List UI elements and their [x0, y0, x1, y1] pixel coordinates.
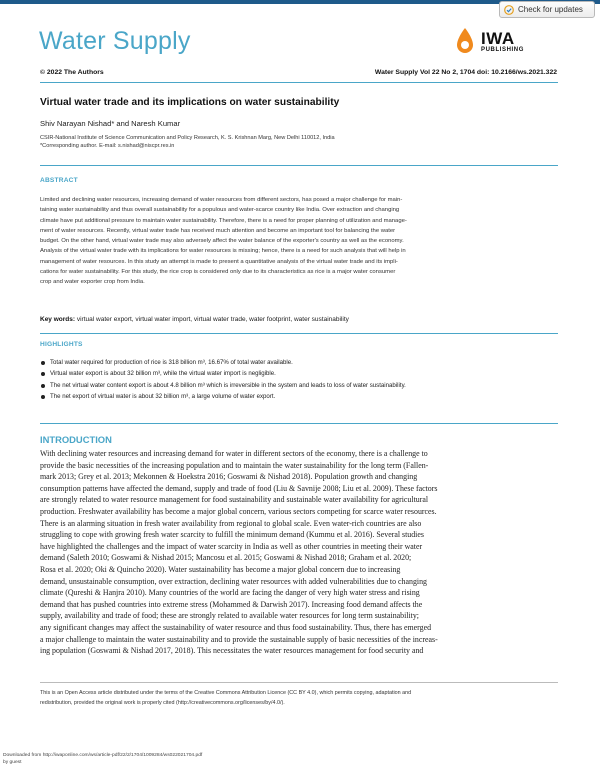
intro-line: provide the basic necessities of the increasing population and to maintain the water sustainability for the long term (Fallen-	[40, 460, 429, 470]
publisher-subtitle: PUBLISHING	[481, 47, 525, 53]
intro-line: ing population (Goswami & Nishad 2017, 2018). This necessitates the water resources management for food security and	[40, 646, 424, 656]
iwa-droplet-icon	[455, 26, 475, 56]
introduction-divider	[40, 423, 558, 424]
license-line: This is an Open Access article distributed under the terms of the Creative Commons Attribution Licence (CC BY 4.0), which permits copying, adaptation and	[40, 690, 412, 696]
abstract-body	[40, 195, 558, 288]
highlight-text: Total water required for production of rice is 318 billion m³, 16.67% of total water available.	[50, 359, 293, 366]
intro-line: demand (Saleth 2010; Goswami & Nishad 2015; Mancosu et al. 2015; Goswami & Nishad 2018; Graham et al. 2020;	[40, 553, 412, 563]
intro-line: struggling to cope with growing fresh water scarcity to fulfill the minimum demand (Kummu et al. 2016). Several studies	[40, 530, 424, 540]
keywords-label: Key words:	[40, 316, 76, 323]
introduction-heading: INTRODUCTION	[40, 434, 112, 445]
intro-line: have highlighted the challenges and the impact of water scarcity in India as well as other countries in meeting their water	[40, 541, 423, 551]
keywords-text: virtual water export, virtual water import, virtual water trade, water footprint, water sustainability	[76, 316, 349, 323]
bullet-icon	[41, 384, 45, 388]
list-item	[40, 380, 406, 391]
abstract-heading: ABSTRACT	[40, 177, 78, 184]
abstract-line: management of water resources. In this study an attempt is made to present a quantitative analysis of the virtual water trade and its impli-	[40, 258, 398, 265]
highlight-text: The net virtual water content export is about 4.8 billion m³ which is irreversible in the system and leads to loss of water sustainability.	[50, 381, 406, 389]
license-line: redistribution, provided the original work is properly cited (http://creativecommons.org/licenses/by/4.0/).	[40, 700, 285, 707]
intro-line: mark 2013; Grey et al. 2013; Mekonnen & Hoekstra 2016; Goswami & Nishad 2018). Population growth and changing	[40, 472, 418, 482]
abstract-line: climate have put additional pressure to maintain water sustainability. Therefore, there is a need for proper planning of utilization and manage-	[40, 217, 407, 224]
article-title: Virtual water trade and its implications on water sustainability	[40, 97, 340, 108]
bullet-icon	[41, 395, 45, 399]
abstract-line: Limited and declining water resources, increasing demand of water resources from different sectors, has posed a major challenge for main-	[40, 197, 403, 203]
download-watermark	[3, 752, 202, 766]
abstract-line: cations for water sustainability. For this study, the rice crop is considered only due to its characteristics as rice is a major water consumer	[40, 269, 396, 276]
abstract-line: Analysis of the virtual water trade with its implications for water resources is missing; hence, there is a need for such analysis that will help in	[40, 248, 406, 255]
intro-line: demand that has pushed countries into extreme stress (Mohammed & Darwish 2017). Increasing food demand affects the	[40, 599, 423, 609]
highlights-list	[40, 357, 406, 402]
license-note	[40, 688, 411, 709]
abstract-divider	[40, 165, 558, 166]
intro-line: consumption patterns have affected the demand, supply and trade of food (Liu & Savnije 2008; Liu et al. 2009). These factors	[40, 483, 438, 493]
intro-line: any significant changes may affect the sustainability of water resource and thus food sustainability. Thus, there has emerged	[40, 622, 432, 632]
intro-line: are strongly related to water resource management for food sustainability and sustainable water availability for agricultural	[40, 495, 429, 505]
check-for-updates-button[interactable]	[499, 1, 595, 18]
copyright: © 2022 The Authors	[40, 69, 104, 76]
highlight-text: Virtual water export is about 32 billion m³, while the virtual water import is negligible.	[50, 370, 276, 378]
header-divider	[40, 82, 558, 83]
intro-line: Rosa et al. 2020; Oki & Quincho 2020). Water sustainability has become a major global concern due to increasing	[40, 564, 401, 574]
introduction-body	[40, 448, 560, 657]
check-updates-label: Check for updates	[518, 5, 583, 14]
publisher-logo	[455, 24, 555, 60]
highlights-heading: HIGHLIGHTS	[40, 341, 83, 348]
abstract-line: crop and water exporter crop from India.	[40, 279, 145, 286]
intro-line: supply, availability and trade of food; these are strongly related to available water resources for long term sustainability;	[40, 611, 419, 621]
intro-line: With declining water resources and increasing demand for water in different sectors of the economy, there is a challenge to	[40, 449, 428, 458]
download-line: Downloaded from http://iwaponline.com/ws/article-pdf/22/2/1704/1009284/ws022021704.pdf	[3, 753, 203, 758]
download-line: by guest	[3, 760, 22, 765]
list-item	[40, 357, 406, 368]
journal-name: Water Supply	[39, 27, 191, 55]
bullet-icon	[41, 361, 45, 365]
abstract-line: taining water sustainability and thus overall sustainability for a populous and water-scarce country like India. Over extraction and changing	[40, 207, 400, 214]
intro-line: demand, unsustainable consumption, over extraction, declining water resources with added vulnerabilities due to changing	[40, 576, 427, 586]
list-item	[40, 391, 406, 402]
abstract-line: ment of water resources. Recently, virtual water trade has received much attention and become an important tool for balancing the water	[40, 227, 396, 234]
abstract-line: budget. On the other hand, virtual water trade may also adversely affect the water balance of the exporter's country as well as the economy.	[40, 238, 404, 245]
intro-line: climate (Qureshi & Hanjra 2010). Many countries of the world are facing the danger of very high water stress and rising	[40, 588, 420, 598]
citation: Water Supply Vol 22 No 2, 1704 doi: 10.2166/ws.2021.322	[374, 69, 557, 76]
intro-line: There is an alarming situation in fresh water availability from regional to global scale. Even water-rich countries are also	[40, 518, 422, 528]
corresponding-author: *Corresponding author. E-mail: s.nishad@niscpr.res.in	[40, 143, 175, 149]
keywords	[40, 316, 349, 323]
bullet-icon	[41, 372, 45, 376]
list-item	[40, 368, 406, 379]
affiliation: CSIR-National Institute of Science Communication and Policy Research, K. S. Krishnan Marg, New Delhi 110012, India	[40, 135, 335, 141]
footer-divider	[40, 682, 558, 683]
intro-line: production. Freshwater availability has become a major global concern, various sectors competing for scarce water resources.	[40, 506, 437, 516]
intro-line: a major challenge to maintain the water sustainability and to provide the sustainable supply of basic necessities of the increas-	[40, 634, 438, 644]
highlight-text: The net export of virtual water is about 32 billion m³, a large volume of water export.	[50, 392, 276, 400]
publisher-name: IWA	[481, 29, 515, 48]
check-updates-icon	[504, 5, 514, 15]
authors: Shiv Narayan Nishad* and Naresh Kumar	[40, 119, 181, 128]
highlights-divider	[40, 333, 558, 334]
